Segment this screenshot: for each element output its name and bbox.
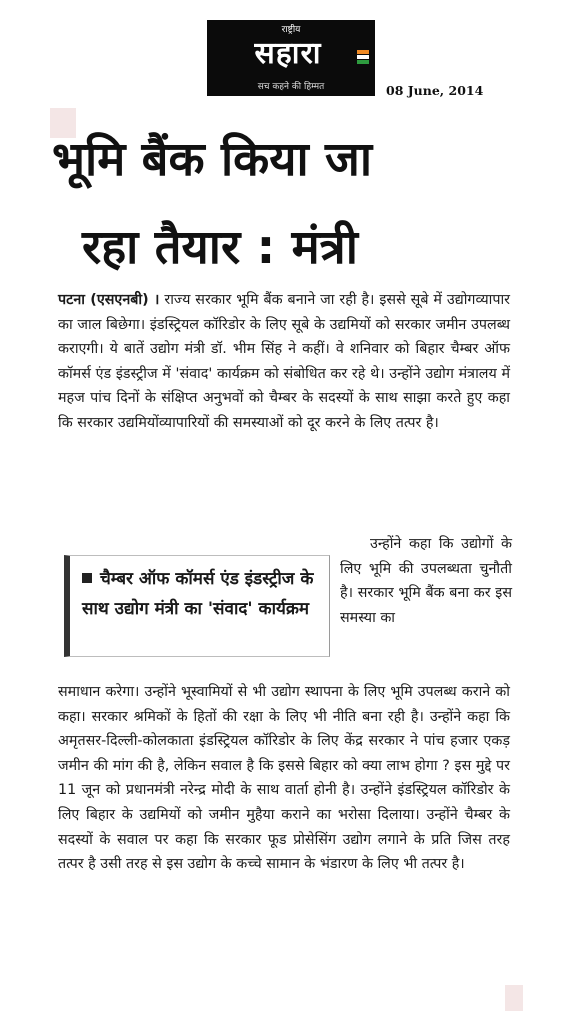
- flag-icon: [357, 50, 369, 64]
- callout-box: [64, 555, 330, 657]
- article-paragraph-1-text: राज्य सरकार भूमि बैंक बनाने जा रही है। इससे सूबे में उद्योगव्यापार का जाल बिछेगा। इंडस्ट्रियल कॉरिडोर के लिए सूबे के उद्यमियों को सरकार जमीन उपलब्ध कराएगी। ये बातें उद्योग मंत्री डॉ. भीम सिंह ने कहीं। वे शनिवार को बिहार चैम्बर ऑफ कॉमर्स एंड इंडस्ट्रीज में 'संवाद' कार्यक्रम को संबोधित कर रहे थे। उन्होंने उद्योग मंत्रालय में महज पांच दिनों के संक्षिप्त अनुभवों को चैम्बर के सदस्यों के साथ साझा करते हुए कहा कि सरकार उद्यमियोंव्यापारियों की समस्याओं को दूर करने के लिए तत्पर है।: [58, 292, 511, 431]
- article-side-paragraph: उन्होंने कहा कि उद्योगों के लिए भूमि की उपलब्धता चुनौती है। सरकार भूमि बैंक बना कर इस समस्या का: [340, 536, 512, 626]
- headline-line-2: रहा तैयार : मंत्री: [82, 220, 358, 275]
- square-bullet-icon: [82, 573, 92, 583]
- masthead-name: सहारा: [254, 36, 322, 71]
- masthead-small-text: राष्ट्रीय: [281, 25, 301, 35]
- scan-edge-artifact: [505, 985, 523, 1011]
- publication-date: 08 June, 2014: [386, 83, 484, 98]
- callout-text: चैम्बर ऑफ कॉमर्स एंड इंडस्ट्रीज के साथ उद्योग मंत्री का 'संवाद' कार्यक्रम: [82, 569, 314, 619]
- headline: [52, 116, 532, 292]
- article-paragraph-1: [58, 288, 510, 436]
- article-dateline: पटना (एसएनबी) ।: [58, 292, 160, 308]
- headline-line-1: भूमि बैंक किया जा: [52, 132, 373, 187]
- masthead-tagline: सच कहने की हिम्मत: [257, 82, 325, 92]
- masthead-logo: [207, 20, 375, 96]
- article-paragraph-2: समाधान करेगा। उन्होंने भूस्वामियों से भी उद्योग स्थापना के लिए भूमि उपलब्ध कराने को कहा। सरकार श्रमिकों के हितों की रक्षा के लिए भी नीति बना रही है। उन्होंने कहा कि अमृतसर-दिल्ली-कोलकाता इंडस्ट्रियल कॉरिडोर के लिए केंद्र सरकार ने पांच हजार एकड़ जमीन की मांग की है, लेकिन सवाल है कि इससे बिहार को क्या लाभ होगा ? इस मुद्दे पर 11 जून को प्रधानमंत्री नरेन्द्र मोदी के साथ वार्ता होनी है। उन्होंने इंडस्ट्रियल कॉरिडोर के लिए बिहार के उद्यमियों को जमीन मुहैया कराने का भरोसा दिलाया। उन्होंने चैम्बर के सदस्यों के सवाल पर कहा कि सरकार फूड प्रोसेसिंग उद्योग लगाने के प्रति जिस तरह तत्पर है उसी तरह से इस उद्योग के कच्चे सामान के भंडारण के लिए भी तत्पर है।: [58, 684, 510, 873]
